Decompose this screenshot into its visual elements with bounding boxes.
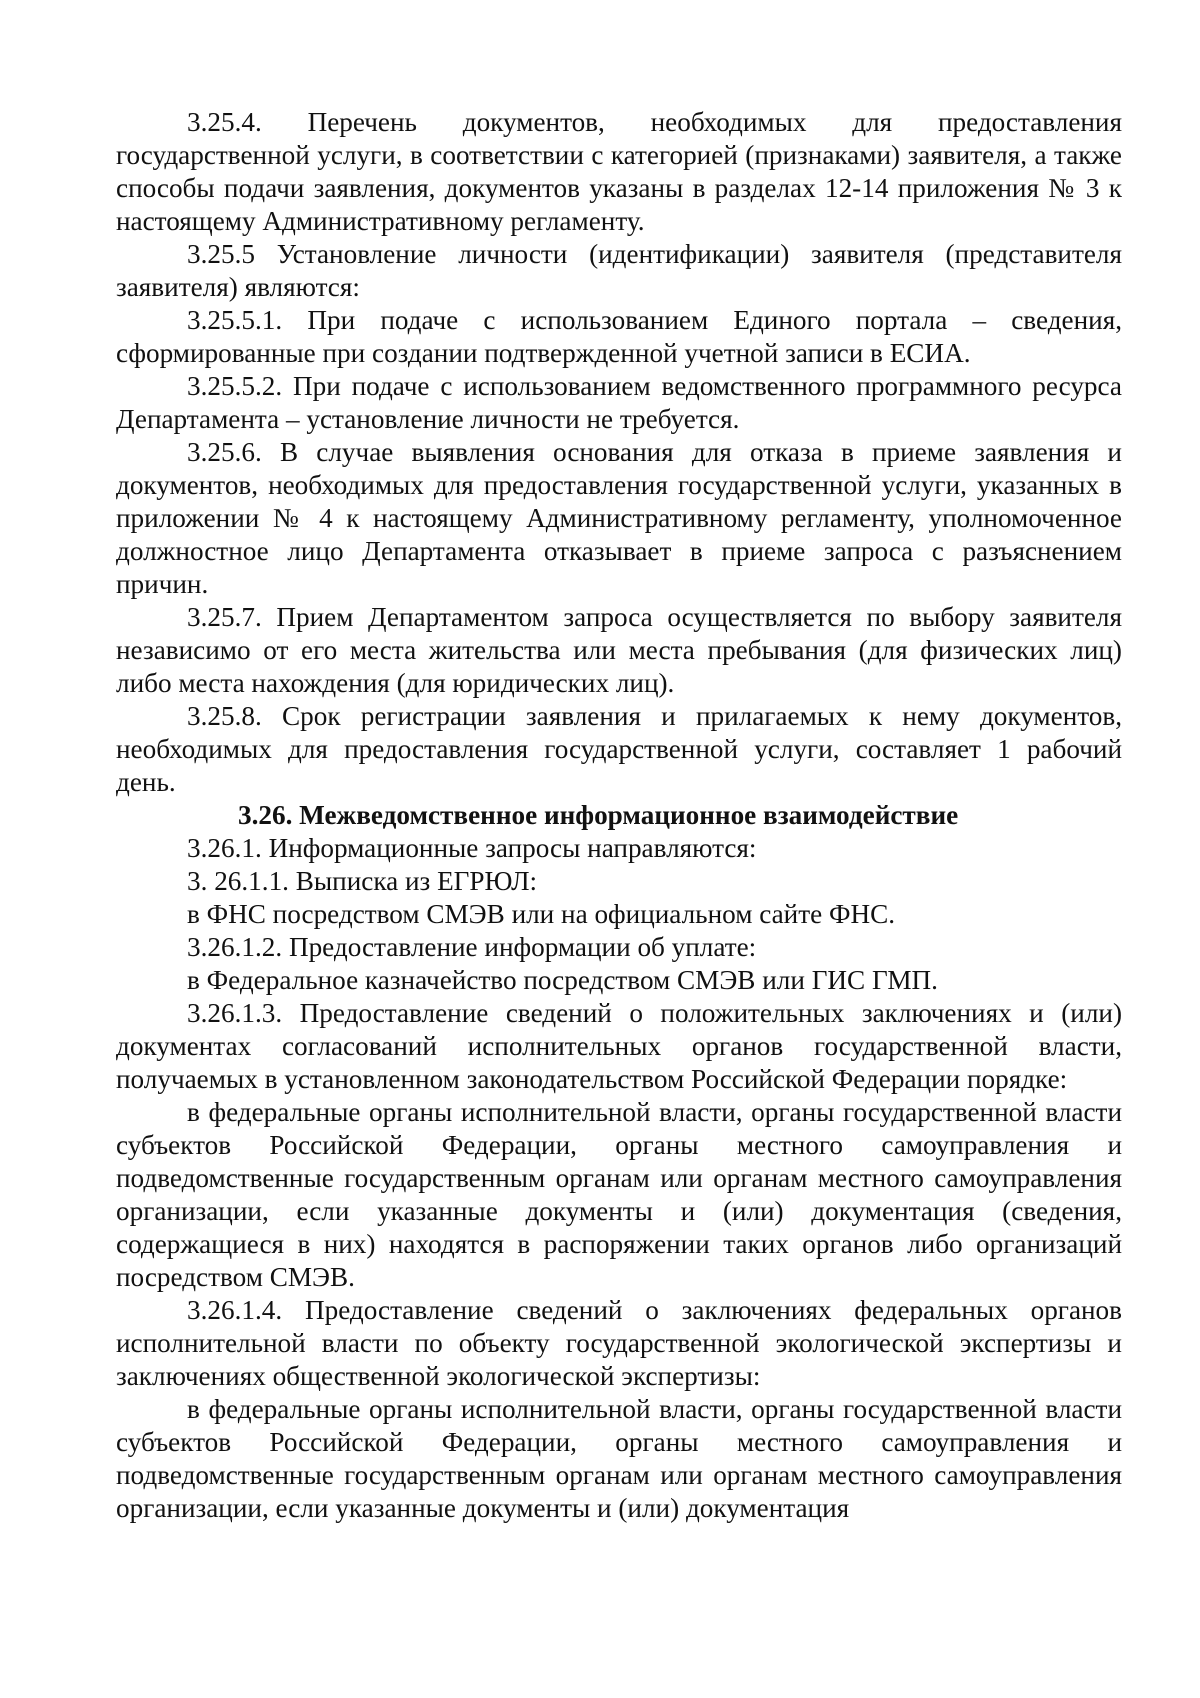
paragraph-3-25-5-2: 3.25.5.2. При подаче с использованием ведомственного программного ресурса Департамента – установление личности не требуется. [116, 371, 1122, 434]
paragraph-3-25-8: 3.25.8. Срок регистрации заявления и прилагаемых к нему документов, необходимых для предоставления государственной услуги, составляет 1 рабочий день. [116, 701, 1122, 797]
section-heading-3-26: 3.26. Межведомственное информационное взаимодействие [238, 800, 959, 830]
paragraph-3-25-4: 3.25.4. Перечень документов, необходимых для предоставления государственной услуги, в соответствии с категорией (признаками) заявителя, а также способы подачи заявления, документов указаны в разделах 12-14 приложения № 3 к настоящему Административному регламенту. [116, 107, 1122, 236]
paragraph-3-26-1-2: 3.26.1.2. Предоставление информации об уплате: [187, 932, 757, 962]
paragraph-3-26-1: 3.26.1. Информационные запросы направляются: [187, 833, 757, 863]
paragraph-3-26-1-1: 3. 26.1.1. Выписка из ЕГРЮЛ: [187, 866, 538, 896]
paragraph-3-25-7: 3.25.7. Прием Департаментом запроса осуществляется по выбору заявителя независимо от его места жительства или места пребывания (для физических лиц) либо места нахождения (для юридических лиц). [116, 602, 1122, 698]
paragraph-3-25-5: 3.25.5 Установление личности (идентификации) заявителя (представителя заявителя) являются: [116, 239, 1122, 302]
paragraph-federal-organs-2: в федеральные органы исполнительной власти, органы государственной власти субъектов Российской Федерации, органы местного самоуправления и подведомственные государственным органам или органам местного самоуправления организации, если указанные документы и (или) документация [116, 1394, 1122, 1523]
paragraph-fns: в ФНС посредством СМЭВ или на официальном сайте ФНС. [187, 899, 896, 929]
paragraph-3-26-1-4: 3.26.1.4. Предоставление сведений о заключениях федеральных органов исполнительной власти по объекту государственной экологической экспертизы и заключениях общественной экологической экспертизы: [116, 1295, 1122, 1391]
paragraph-3-26-1-3: 3.26.1.3. Предоставление сведений о положительных заключениях и (или) документах согласований исполнительных органов государственной власти, получаемых в установленном законодательством Российской Федерации порядке: [116, 998, 1122, 1094]
document-page [116, 106, 1122, 1525]
paragraph-3-25-6: 3.25.6. В случае выявления основания для отказа в приеме заявления и документов, необходимых для предоставления государственной услуги, указанных в приложении № 4 к настоящему Административному регламенту, уполномоченное должностное лицо Департамента отказывает в приеме запроса с разъяснением причин. [116, 437, 1122, 599]
paragraph-federal-organs-1: в федеральные органы исполнительной власти, органы государственной власти субъектов Российской Федерации, органы местного самоуправления и подведомственные государственным органам или органам местного самоуправления организации, если указанные документы и (или) документация (сведения, содержащиеся в них) находятся в распоряжении таких органов либо организаций посредством СМЭВ. [116, 1097, 1122, 1292]
paragraph-treasury: в Федеральное казначейство посредством СМЭВ или ГИС ГМП. [187, 965, 938, 995]
paragraph-3-25-5-1: 3.25.5.1. При подаче с использованием Единого портала – сведения, сформированные при создании подтвержденной учетной записи в ЕСИА. [116, 305, 1122, 368]
